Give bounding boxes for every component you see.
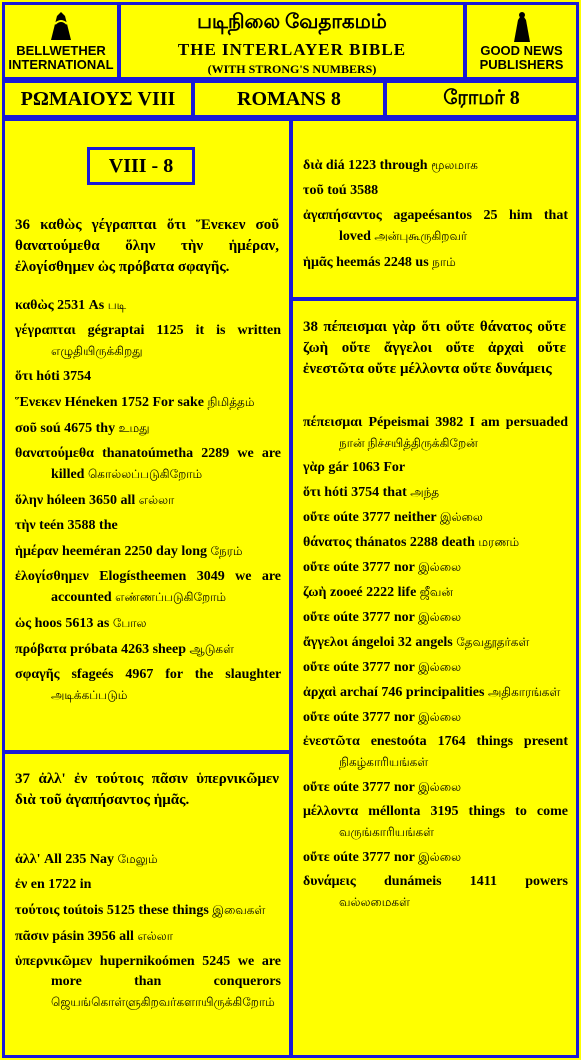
word-entry [303,507,568,528]
word-gloss: 2531 As [57,298,105,313]
word-entry [303,732,568,773]
greek-word: ἐνεστῶτα [303,734,360,749]
word-gloss: hóti 3754 that [324,485,407,500]
english-book-title: ROMANS 8 [192,80,386,118]
tamil-gloss: நிமித்தம் [207,395,255,409]
word-gloss: zooeé 2222 life [330,585,417,600]
greek-word: ζωὴ [303,585,327,600]
verse-37-block [15,769,279,811]
greek-word: ἐν [15,877,28,892]
word-entry [303,155,568,176]
word-entry [303,582,568,603]
right-column-top [290,118,579,300]
word-entry [15,295,281,316]
tamil-gloss: மரணம் [478,535,520,549]
greek-word: οὔτε [303,710,330,725]
greek-word: γέγραπται [15,323,76,338]
left-column [2,118,292,1058]
word-entry [15,875,281,895]
word-entry [15,613,281,634]
word-entry [303,682,568,703]
greek-word: ἡμέραν [15,544,59,559]
word-gloss: teén 3588 the [39,518,118,533]
word-entry [303,632,568,653]
greek-word: διὰ [303,158,323,173]
tamil-gloss: நான் நிச்சயித்திருக்கிறேன் [339,436,478,450]
tamil-title: படிநிலை வேதாகமம் [197,11,387,33]
greek-word: οὔτε [303,660,330,675]
tamil-gloss: அன்புகூருகிறவர் [374,229,468,243]
word-gloss: oúte 3777 neither [333,510,437,525]
greek-word: ἀρχαὶ [303,685,337,700]
word-entry [15,516,281,536]
word-entry [15,490,281,511]
word-entry [303,181,568,201]
tamil-gloss: இல்லை [418,850,462,864]
tamil-gloss: மேலும் [117,852,158,866]
word-gloss: heemás 2248 us [336,255,429,270]
header-title-block [118,2,466,80]
greek-word: τὴν [15,518,36,533]
greek-word: θανατούμεθα [15,446,94,461]
tamil-gloss: வல்லமைகள் [339,895,410,909]
greek-word: σοῦ [15,421,37,436]
tamil-gloss: கொல்லப்படுகிறோம் [87,467,203,481]
verse-38-text: 38 πέπεισμαι γὰρ ὅτι οὔτε θάνατος οὔτε ζωὴ οὔτε ἄγγελοι οὔτε ἀρχαὶ οὔτε ἐνεστῶτα οὔτε μέλλοντα οὔτε δυνάμεις [303,319,566,377]
word-entry [15,392,281,413]
word-entry [15,900,281,921]
greek-word: τοῦ [303,183,324,198]
word-gloss: próbata 4263 sheep [70,642,187,657]
goodnews-logo [464,2,579,80]
word-gloss: hoos 5613 as [34,616,110,631]
word-entry [303,532,568,553]
word-entry [15,926,281,947]
word-gloss: heeméran 2250 day long [61,544,207,559]
tamil-gloss: நிகழ்காரியங்கள் [339,755,429,769]
word-entry [15,952,281,1013]
word-gloss: méllonta 3195 things to come [368,804,568,819]
word-gloss: oúte 3777 nor [333,560,415,575]
word-gloss: thanatoúmetha 2289 we are killed [51,446,281,482]
tamil-gloss: எல்லா [138,493,175,507]
greek-book-title: ΡΩΜΑΙΟΥΣ VIII [2,80,194,118]
word-entry [15,418,281,439]
verse-37-continued-list [303,155,568,278]
verse-37-word-list [15,849,281,1018]
word-entry [15,541,281,562]
tamil-gloss: படி [107,298,127,312]
left-logo-text: BELLWETHER INTERNATIONAL [8,43,114,72]
verse-36-block [15,215,279,278]
tamil-gloss: எல்லா [137,929,173,943]
book-title: THE INTERLAYER BIBLE [177,40,407,59]
greek-word: οὔτε [303,780,330,795]
tamil-gloss: போல [112,616,147,630]
greek-word: τούτοις [15,903,60,918]
tamil-gloss: இல்லை [439,510,483,524]
tamil-gloss: நேரம் [210,544,243,558]
book-subtitle: (WITH STRONG'S NUMBERS) [207,62,377,76]
tamil-gloss: இல்லை [418,780,462,794]
greek-word: δυνάμεις [303,874,356,889]
tamil-gloss: இல்லை [418,660,462,674]
word-entry [303,557,568,578]
greek-word: ὡς [15,616,32,631]
tamil-gloss: அடிக்கப்படும் [51,688,128,702]
word-entry [303,458,568,478]
word-gloss: gégraptai 1125 it is written [87,323,282,338]
greek-word: ὅλην [15,493,44,508]
greek-word: ἡμᾶς [303,255,333,270]
word-gloss: oúte 3777 nor [333,610,415,625]
word-gloss: oúte 3777 nor [333,660,415,675]
word-gloss: soú 4675 thy [40,421,116,436]
word-gloss: Elogístheemen 3049 we are accounted [51,569,282,605]
word-gloss: dunámeis 1411 powers [384,874,568,889]
tamil-gloss: தேவதூதர்கள் [456,635,530,649]
greek-word: ἀλλ' [15,852,41,867]
tamil-gloss: அதிகாரங்கள் [487,685,561,699]
greek-word: ἀγαπήσαντος [303,208,382,223]
greek-word: θάνατος [303,535,352,550]
word-entry [303,777,568,798]
tamil-gloss: இல்லை [418,710,462,724]
greek-word: ἐλογίσθημεν [15,569,89,584]
tamil-gloss: மூலமாக [431,158,478,172]
greek-word: πᾶσιν [15,929,49,944]
word-entry [303,802,568,843]
word-gloss: hóti 3754 [36,369,92,384]
ram-logo-icon [47,10,75,44]
tamil-gloss: எழுதியிருக்கிறது [51,344,143,358]
right-column-bottom [290,298,579,1058]
verse-38-word-list [303,413,568,917]
greek-word: οὔτε [303,510,330,525]
greek-word: οὔτε [303,610,330,625]
tamil-gloss: ஆடுகள் [189,642,234,656]
word-gloss: Pépeismai 3982 I am persuaded [368,415,569,430]
word-gloss: diá 1223 through [325,158,428,173]
tamil-gloss: நாம் [432,255,456,269]
verse-36-text: 36 καθὼς γέγραπται ὅτι Ἕνεκεν σοῦ θανατούμεθα ὅλην τὴν ἡμέραν, ἐλογίσθημεν ὡς πρόβατα σφαγῆς. [15,217,279,275]
word-entry [303,206,568,247]
word-entry [15,639,281,660]
greek-word: σφαγῆς [15,667,60,682]
word-gloss: thánatos 2288 death [355,535,475,550]
greek-word: ὅτι [303,485,321,500]
greek-word: πρόβατα [15,642,67,657]
word-entry [303,252,568,273]
chapter-verse-box: VIII - 8 [87,147,195,185]
greek-word: ὅτι [15,369,33,384]
greek-word: οὔτε [303,850,330,865]
tamil-gloss: அந்த [410,485,440,499]
word-entry [15,849,281,870]
greek-word: μέλλοντα [303,804,359,819]
word-entry [15,367,281,387]
tamil-book-title: ரோமர் 8 [384,80,579,118]
word-entry [15,665,281,706]
greek-word: Ἕνεκεν [15,395,62,410]
verse-36-word-list [15,295,281,711]
word-gloss: ángeloi 32 angels [351,635,453,650]
greek-word: πέπεισμαι [303,415,363,430]
greek-word: οὔτε [303,560,330,575]
word-entry [15,567,281,608]
word-gloss: gár 1063 For [328,460,406,475]
word-entry [15,321,281,362]
word-gloss: oúte 3777 nor [333,850,415,865]
verse-38-block [303,317,566,380]
word-gloss: Héneken 1752 For sake [64,395,204,410]
tamil-gloss: எண்ணப்படுகிறோம் [115,590,227,604]
word-entry [303,872,568,913]
word-entry [303,482,568,503]
word-gloss: oúte 3777 nor [333,780,415,795]
word-entry [303,413,568,454]
word-gloss: enestoóta 1764 things present [370,734,568,749]
bellwether-logo [2,2,120,80]
tamil-gloss: வருங்காரியங்கள் [339,825,435,839]
right-logo-text: GOOD NEWS PUBLISHERS [479,43,564,72]
word-entry [303,707,568,728]
word-entry [15,444,281,485]
greek-word: ἄγγελοι [303,635,349,650]
word-gloss: All 235 Nay [43,852,114,867]
word-gloss: oúte 3777 nor [333,710,415,725]
word-gloss: toú 3588 [327,183,379,198]
figure-logo-icon [508,10,536,44]
word-gloss: archaí 746 principalities [340,685,485,700]
verse-37-text: 37 ἀλλ' ἐν τούτοις πᾶσιν ὑπερνικῶμεν διὰ τοῦ ἀγαπήσαντος ἡμᾶς. [15,771,279,808]
word-entry [303,657,568,678]
tamil-gloss: உமது [118,421,150,435]
word-gloss: toútois 5125 these things [62,903,209,918]
column-divider [5,750,289,754]
tamil-gloss: இல்லை [418,560,462,574]
word-entry [303,847,568,868]
tamil-gloss: ஜெயங்கொள்ளுகிறவர்களாயிருக்கிறோம் [51,995,275,1009]
tamil-gloss: இல்லை [418,610,462,624]
word-gloss: en 1722 in [30,877,92,892]
word-gloss: pásin 3956 all [52,929,134,944]
word-gloss: agapeésantos 25 him that loved [339,208,569,244]
greek-word: γὰρ [303,460,325,475]
tamil-gloss: ஜீவன் [419,585,453,599]
word-gloss: sfageés 4967 for the slaughter [71,667,281,682]
tamil-gloss: இவைகள் [212,903,266,917]
word-entry [303,607,568,628]
word-gloss: hóleen 3650 all [46,493,136,508]
greek-word: καθὼς [15,298,54,313]
word-gloss: hupernikoómen 5245 we are more than conquerors [51,954,281,989]
greek-word: ὑπερνικῶμεν [15,954,93,969]
